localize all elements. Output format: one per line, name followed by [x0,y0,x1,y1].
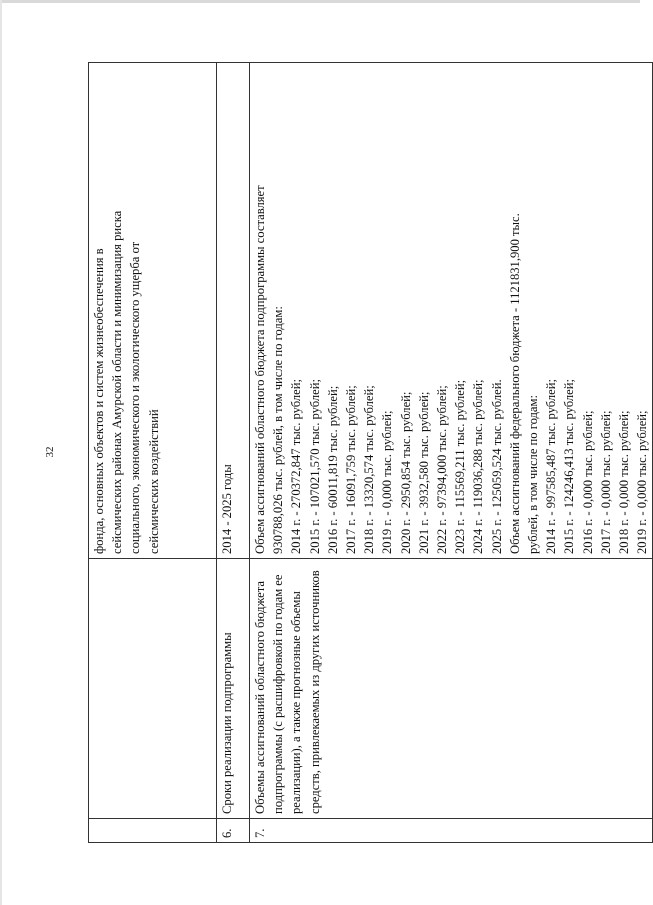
value-line: 2017 г. - 0,000 тыс. рублей; [598,410,613,554]
value-line: Объем ассигнований федерального бюджета - 1121831,900 тыс. [507,213,522,554]
value-line: 2018 г. - 13320,574 тыс. рублей; [362,385,377,554]
row-value-cell [250,63,653,559]
row-label-text: Объемы ассигнований областного бюджета подпрограммы (с расшифровкой по годам ее реализации), а также прогнозные объемы средств, привлекаемых из других источников [253,570,322,814]
value-line: 2014 г. - 997585,487 тыс. рублей; [544,378,559,554]
value-line: фонда, основных объектов и систем жизнеобеспечения в [92,248,106,554]
value-line: 2019 г. - 0,000 тыс. рублей; [380,410,395,554]
value-line: 2023 г. - 115569,211 тыс. рублей; [453,379,468,554]
row-label-cell: Сроки реализации подпрограммы [217,559,250,819]
scan-edge-top [0,0,640,3]
value-line: 2017 г. - 16091,759 тыс. рублей; [344,385,359,554]
value-line: 2015 г. - 124246,413 тыс. рублей; [562,378,577,554]
value-line: сейсмических воздействий [146,409,161,554]
row-number-cell: 7. [250,819,653,843]
value-line: сейсмических районах Амурской области и минимизация риска [110,210,125,554]
row-number-cell: 6. [217,819,250,843]
table-row [89,63,217,843]
row-label-cell [89,559,217,819]
row-value-cell: 2014 - 2025 годы [217,63,250,559]
table-row [217,63,250,843]
row-value-cell [89,63,217,559]
subprogram-passport-table [88,62,653,843]
value-line: 2016 г. - 60011,819 тыс. рублей; [325,385,340,554]
value-line: 2021 г. - 3932,580 тыс. рублей; [416,391,431,554]
row-number-cell [89,819,217,843]
value-line: 2020 г. - 2950,854 тыс. рублей; [398,391,413,554]
value-line: 2018 г. - 0,000 тыс. рублей; [617,410,632,554]
value-line: 2016 г. - 0,000 тыс. рублей; [580,410,595,554]
value-line: 2022 г. - 97394,000 тыс. рублей; [435,385,450,554]
value-line: 2019 г. - 0,000 тыс. рублей; [635,410,650,554]
value-line: Объем ассигнований областного бюджета подпрограммы составляет [253,185,267,554]
table-row [250,63,653,843]
row-label-cell [250,559,653,819]
value-line: рублей, в том числе по годам: [526,395,541,554]
value-line: 2015 г. - 107021,570 тыс. рублей; [307,378,322,554]
value-line: 2024 г. - 119036,288 тыс. рублей; [471,379,486,554]
page-number: 32 [44,446,56,458]
value-line: 2014 г. - 270372,847 тыс. рублей; [289,378,304,554]
scan-edge-left [0,0,2,905]
value-line: 2025 г. - 125059,524 тыс. рублей. [489,379,504,554]
rotated-sheet [88,63,650,843]
value-line: 930788,026 тыс. рублей, в том числе по годам: [271,306,286,554]
value-line: социального, экономического и экологического ущерба от [128,241,143,554]
